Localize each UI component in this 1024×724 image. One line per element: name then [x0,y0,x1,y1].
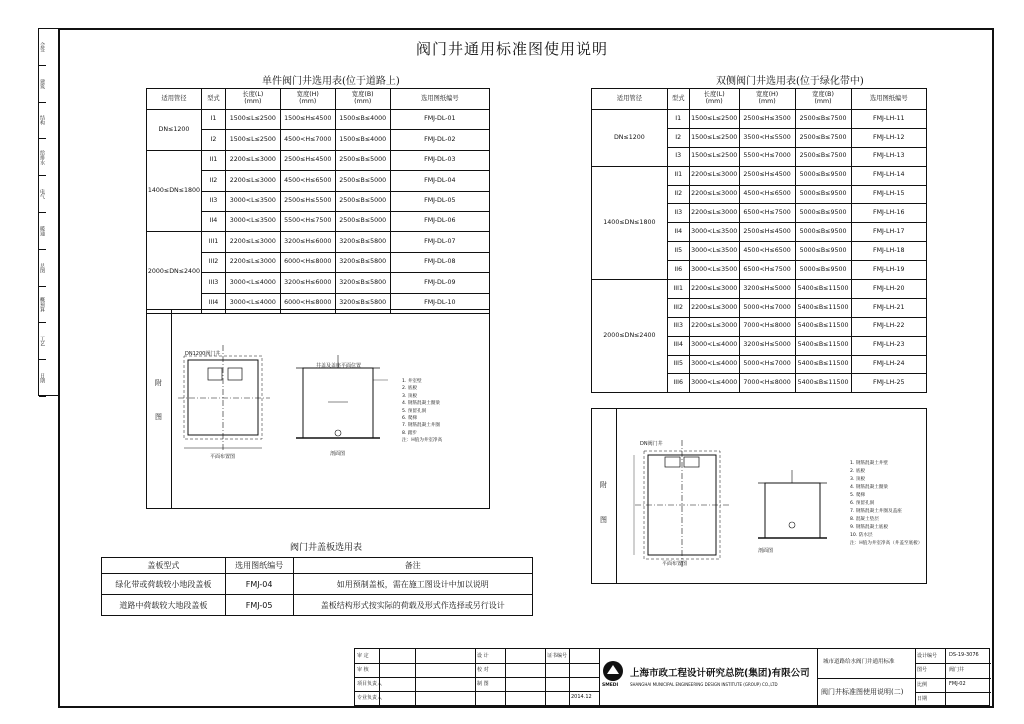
left-diagram-note-top: DN1200阀门井 [185,351,221,357]
table-cell: 5000≤B≤9500 [795,223,851,242]
table-cell: FMJ-04 [225,574,293,595]
left-diagram-caption-b: 剖面图 [330,451,346,457]
table-cell: FMJ-LH-17 [851,223,926,242]
table-cell: III3 [201,273,225,293]
table-cell: FMJ-LH-21 [851,298,926,317]
right-diagram-caption-a: 平面布置图 [662,561,688,567]
table-cell: 3200≤H≤6000 [280,273,335,293]
tb-right-label-1: 图号 [917,667,928,673]
left-table-caption: 单件阀门井选用表(位于道路上) [262,76,400,87]
table-cell: I2 [667,128,689,147]
table-cell: 2200≤L≤3000 [689,166,739,185]
table-cell: FMJ-DL-04 [390,171,489,191]
table-cell: III2 [201,252,225,272]
table-cell: 3200≤B≤5800 [335,293,390,313]
table-cell: 3200≤H≤5000 [739,336,795,355]
table-row [592,110,927,129]
tb-label-2: 项目负责人 [357,681,383,687]
table-cell: FMJ-DL-06 [390,211,489,231]
table-cell: 1500≤L≤2500 [225,130,280,150]
table-cell: II5 [667,242,689,261]
company-name-en: SHANGHAI MUNICIPAL ENGINEERING DESIGN INSTITUTE (GROUP) CO.,LTD [630,682,778,687]
table-cell: 如用预制盖板，需在施工图设计中加以说明 [293,574,532,595]
table-cell: FMJ-LH-18 [851,242,926,261]
table-cell: 2200≤L≤3000 [689,317,739,336]
column-header: 选用图纸编号 [390,89,489,110]
table-cell: 5400≤B≤11500 [795,317,851,336]
signature-strip-cell: 给排水 [39,139,46,176]
table-cell: 5000≤B≤9500 [795,242,851,261]
signature-strip [38,28,58,396]
table-row [592,280,927,299]
company-logo-icon [602,660,624,682]
table-cell: 5000≤B≤9500 [795,204,851,223]
tb-date: 2014.12 [571,694,592,700]
table-cell: 2500≤B≤5000 [335,150,390,170]
legend-item: 注：H值为井室净高（井盖至底板） [850,541,923,546]
legend-item: 5. 爬梯 [850,493,866,498]
table-cell: 7000<H≤8000 [739,317,795,336]
table-cell: 1500≤B≤4000 [335,110,390,130]
column-header: 选用图纸编号 [851,89,926,110]
table-cell: 5400≤B≤11500 [795,298,851,317]
table-cell: II3 [201,191,225,211]
table-cell: 5000<H≤7000 [739,298,795,317]
signature-strip-cell: 工艺 [39,323,46,360]
legend-item: 4. 钢筋混凝土圈梁 [402,401,441,407]
table-cell: 1500≤H≤4500 [280,110,335,130]
table-cell: 3200≤B≤5800 [335,252,390,272]
table-cell: FMJ-DL-03 [390,150,489,170]
table-cell: 5400≤B≤11500 [795,355,851,374]
double-valve-well-table [591,88,927,393]
legend-item: 8. 混凝土垫层 [850,517,879,522]
table-row [147,110,490,130]
cover-table-caption: 阀门井盖板选用表 [290,543,363,553]
table-cell: 3000<L≤4000 [689,374,739,393]
table-cell: II1 [201,150,225,170]
table-cell: 1500≤L≤2500 [225,110,280,130]
right-diagram-caption-b: 剖面图 [758,548,774,554]
tb-label-0: 审 定 [357,653,369,659]
table-cell: 2500≤B≤5000 [335,171,390,191]
pipe-diameter-range: 2000≤DN≤2400 [147,232,202,314]
column-header: 长度(L) (mm) [689,89,739,110]
table-cell: 5000≤B≤9500 [795,185,851,204]
table-cell: 2200≤L≤3000 [225,252,280,272]
table-cell: III4 [667,336,689,355]
table-cell: III4 [201,293,225,313]
tb-project: 城市道路给水阀门井通用标准 [823,659,895,665]
cover-selection-table [101,557,533,616]
tb-label-1: 审 核 [357,667,369,673]
table-cell: II6 [667,261,689,280]
column-header: 型式 [201,89,225,110]
table-cell: FMJ-LH-15 [851,185,926,204]
table-cell: 2200≤L≤3000 [225,171,280,191]
table-cell: FMJ-DL-05 [390,191,489,211]
table-cell: FMJ-DL-02 [390,130,489,150]
pipe-diameter-range: 1400≤DN≤1800 [147,150,202,232]
table-cell: 2500≤B≤7500 [795,110,851,129]
table-cell: III1 [201,232,225,252]
table-cell: II4 [667,223,689,242]
table-cell: 6000<H≤8000 [280,252,335,272]
table-cell: 2200≤L≤3000 [689,280,739,299]
table-cell: III1 [667,280,689,299]
table-cell: 3000<L≤4000 [689,355,739,374]
table-cell: II2 [667,185,689,204]
signature-strip-cell: 暖通 [39,213,46,250]
signature-strip-cell: 会签 [39,29,46,66]
column-header: 适用管径 [147,89,202,110]
table-cell: FMJ-DL-10 [390,293,489,313]
right-diagram-label-1: 附 [600,481,607,489]
table-cell: 2200≤L≤3000 [225,232,280,252]
table-cell: FMJ-LH-25 [851,374,926,393]
column-header: 宽度(B) (mm) [795,89,851,110]
table-cell: 5400≤B≤11500 [795,336,851,355]
table-header-row [592,89,927,110]
pipe-diameter-range: DN≤1200 [592,110,668,167]
table-cell: 绿化带或荷载较小地段盖板 [102,574,226,595]
table-cell: III5 [667,355,689,374]
right-valve-well-drawing [620,435,850,570]
tb-label-5: 校 对 [477,667,489,673]
tb-drawing-title: 阀门井标准图使用说明(二) [821,688,904,696]
signature-strip-cell: 日期 [39,360,46,397]
table-cell: 1500≤L≤2500 [689,147,739,166]
table-cell: 2200≤L≤3000 [225,150,280,170]
table-cell: 3200≤H≤5000 [739,280,795,299]
table-cell: 1500≤L≤2500 [689,110,739,129]
table-cell: 3000<L≤4000 [225,293,280,313]
table-cell: 5400≤B≤11500 [795,374,851,393]
company-name: 上海市政工程设计研究总院(集团)有限公司 [630,668,810,679]
table-cell: 2500≤B≤7500 [795,128,851,147]
legend-item: 1. 钢筋混凝土井壁 [850,461,889,466]
legend-item: 9. 钢筋混凝土底板 [850,525,889,530]
legend-item: 4. 钢筋混凝土圈梁 [850,485,889,490]
table-cell: II2 [201,171,225,191]
table-cell: FMJ-DL-07 [390,232,489,252]
table-cell: 4500<H≤7000 [280,130,335,150]
table-cell: 3500<H≤5500 [739,128,795,147]
signature-strip-cell: 总图 [39,250,46,287]
page-title: 阀门井通用标准图使用说明 [415,40,608,58]
column-header: 宽度(H) (mm) [739,89,795,110]
column-header: 选用图纸编号 [225,558,293,574]
legend-item: 5. 预留孔洞 [402,408,427,414]
signature-strip-cell: 电气 [39,176,46,213]
column-header: 备注 [293,558,532,574]
right-diagram-note-top: DN阀门井 [640,441,663,447]
table-cell: FMJ-LH-14 [851,166,926,185]
table-cell: FMJ-DL-01 [390,110,489,130]
table-cell: 3200≤B≤5800 [335,273,390,293]
legend-item: 3. 顶板 [402,393,418,399]
column-header: 适用管径 [592,89,668,110]
table-cell: FMJ-DL-08 [390,252,489,272]
table-row [592,166,927,185]
legend-item: 3. 顶板 [850,477,866,482]
right-diagram-legend [850,460,922,548]
column-header: 宽度(B) (mm) [335,89,390,110]
table-cell: 3000<L≤3500 [689,242,739,261]
legend-item: 8. 踏步 [402,430,418,436]
table-cell: FMJ-LH-20 [851,280,926,299]
table-row [102,595,533,616]
column-header: 宽度(H) (mm) [280,89,335,110]
tb-right-value-1: 阀门井 [949,667,965,673]
table-cell: FMJ-DL-09 [390,273,489,293]
right-diagram-label-2: 图 [600,516,607,524]
table-cell: II4 [201,211,225,231]
legend-item: 7. 钢筋混凝土井圈 [402,423,441,429]
legend-item: 6. 爬梯 [402,416,418,422]
table-cell: 4500<H≤6500 [739,242,795,261]
table-cell: 3000<L≤3500 [689,261,739,280]
table-cell: 6500<H≤7500 [739,261,795,280]
table-cell: 2500≤H≤4500 [739,223,795,242]
table-cell: 7000<H≤8000 [739,374,795,393]
table-cell: FMJ-LH-12 [851,128,926,147]
signature-strip-cell: 建筑 [39,66,46,103]
table-cell: FMJ-LH-16 [851,204,926,223]
table-cell: 2200≤L≤3000 [689,298,739,317]
table-cell: FMJ-05 [225,595,293,616]
table-cell: II1 [667,166,689,185]
table-cell: 3000<L≤3500 [225,191,280,211]
table-cell: 5000≤B≤9500 [795,261,851,280]
table-cell: I2 [201,130,225,150]
table-cell: 2500≤H≤3500 [739,110,795,129]
table-cell: 1500≤B≤4000 [335,130,390,150]
table-cell: 3000<L≤3500 [689,223,739,242]
table-cell: 5500<H≤7500 [280,211,335,231]
tb-right-value-0: DS-19-3076 [949,652,979,658]
table-cell: FMJ-LH-11 [851,110,926,129]
table-cell: 3000<L≤3500 [225,211,280,231]
table-cell: 5000≤B≤9500 [795,166,851,185]
table-header-row [102,558,533,574]
table-row [147,232,490,252]
signature-strip-cell: 概预算 [39,287,46,324]
table-row [102,574,533,595]
tb-label-6: 制 图 [477,681,489,687]
table-cell: 3200≤B≤5800 [335,232,390,252]
table-cell: 道路中荷载较大地段盖板 [102,595,226,616]
table-cell: 4500<H≤6500 [280,171,335,191]
table-cell: 6000<H≤8000 [280,293,335,313]
table-header-row [147,89,490,110]
table-cell: 5500<H≤7000 [739,147,795,166]
single-valve-well-table [146,88,490,314]
table-cell: FMJ-LH-13 [851,147,926,166]
table-cell: 2500≤H≤4500 [739,166,795,185]
table-cell: 4500<H≤6500 [739,185,795,204]
tb-right-value-2: FMJ-02 [949,681,966,687]
table-cell: 2200≤L≤3000 [689,204,739,223]
table-cell: 6500<H≤7500 [739,204,795,223]
signature-strip-cell: 结构 [39,103,46,140]
legend-item: 10. 防水层 [850,533,873,538]
table-cell: 2500≤H≤4500 [280,150,335,170]
table-cell: 2200≤L≤3000 [689,185,739,204]
tb-label-7: 证书编号 [547,653,568,659]
left-diagram-label-2: 图 [155,413,162,421]
table-cell: FMJ-LH-23 [851,336,926,355]
pipe-diameter-range: 2000≤DN≤2400 [592,280,668,393]
table-cell: I1 [667,110,689,129]
column-header: 型式 [667,89,689,110]
tb-label-4: 设 计 [477,653,489,659]
pipe-diameter-range: 1400≤DN≤1800 [592,166,668,279]
legend-item: 2. 底板 [402,386,418,392]
table-cell: FMJ-LH-24 [851,355,926,374]
column-header: 长度(L) (mm) [225,89,280,110]
legend-item: 注：H值为井室净高 [402,438,443,444]
legend-item: 1. 井室壁 [402,379,422,384]
left-diagram-legend [402,378,442,445]
table-cell: 3000<L≤4000 [225,273,280,293]
table-cell: 2500≤B≤5000 [335,211,390,231]
right-diagram-label-cell [591,408,617,584]
table-cell: III6 [667,374,689,393]
legend-item: 6. 预留孔洞 [850,501,875,506]
table-row [147,150,490,170]
legend-item: 2. 底板 [850,469,866,474]
column-header: 盖板型式 [102,558,226,574]
table-cell: 1500≤L≤2500 [689,128,739,147]
tb-label-3: 专业负责人 [357,695,383,701]
table-cell: I1 [201,110,225,130]
table-cell: FMJ-LH-19 [851,261,926,280]
table-cell: 2500≤H≤5500 [280,191,335,211]
table-cell: II3 [667,204,689,223]
legend-item: 7. 钢筋混凝土井圈及盖座 [850,509,902,514]
table-cell: 2500≤B≤5000 [335,191,390,211]
tb-right-label-0: 设计编号 [917,653,938,659]
table-cell: I3 [667,147,689,166]
table-cell: III3 [667,317,689,336]
tb-right-label-2: 比例 [917,682,928,688]
table-cell: FMJ-LH-22 [851,317,926,336]
table-cell: 3000<L≤4000 [689,336,739,355]
left-diagram-label-1: 附 [155,379,162,387]
table-cell: III2 [667,298,689,317]
company-logo-text: SMEDI [602,683,619,688]
table-cell: 3200≤H≤6000 [280,232,335,252]
pipe-diameter-range: DN≤1200 [147,110,202,151]
table-cell: 2500≤B≤7500 [795,147,851,166]
table-cell: 盖板结构形式按实际的荷载及形式作选择或另行设计 [293,595,532,616]
left-diagram-caption-a: 平面布置图 [210,454,236,460]
left-diagram-note-top-b: 井盖及盖座平面位置 [316,363,362,369]
tb-right-label-3: 日期 [917,696,928,702]
table-cell: 5400≤B≤11500 [795,280,851,299]
left-diagram-label-cell [146,309,172,509]
right-table-caption: 双侧阀门井选用表(位于绿化带中) [716,76,864,87]
table-cell: 5000<H≤7000 [739,355,795,374]
